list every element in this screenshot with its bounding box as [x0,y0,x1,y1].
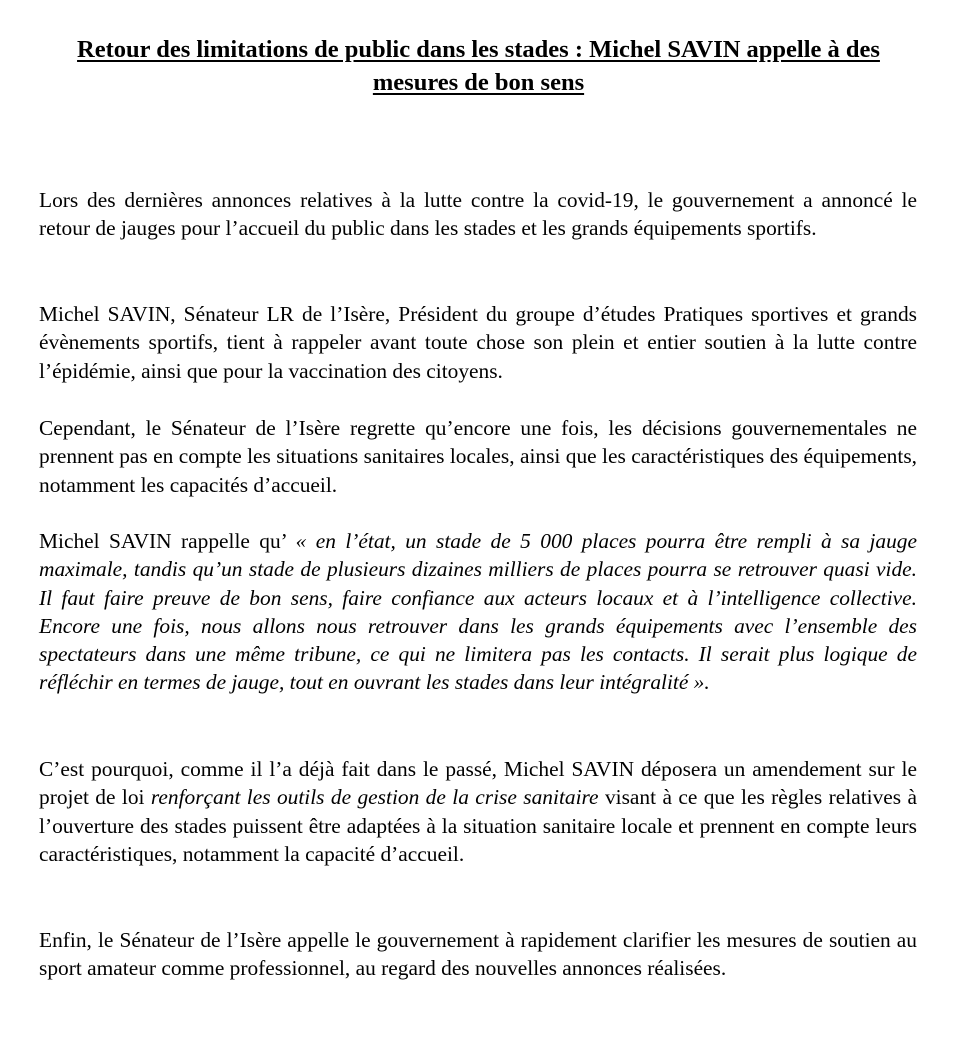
quote-lead-text: Michel SAVIN rappelle qu’ [39,529,287,553]
document-title: Retour des limitations de public dans les stades : Michel SAVIN appelle à des mesures de bon sens [77,36,880,96]
paragraph-amendment [39,755,917,868]
amendment-tail-text: visant à ce que les règles relatives à l’ouverture des stades puissent être adaptées à la situation sanitaire locale et prennent en compte leurs caractéristiques, notamment la capacité d’accueil. [39,785,917,866]
amendment-lead-text: C’est pourquoi, comme il l’a déjà fait dans le passé, Michel SAVIN déposera un amendement sur le projet de loi [39,757,917,810]
paragraph-conclusion: Enfin, le Sénateur de l’Isère appelle le gouvernement à rapidement clarifier les mesures de soutien au sport amateur comme professionnel, au regard des nouvelles annonces réalisées. [39,928,917,981]
paragraph-regret: Cependant, le Sénateur de l’Isère regrette qu’encore une fois, les décisions gouvernementales ne prennent pas en compte les situations sanitaires locales, ainsi que les caractéristiques des équipements, notamment les capacités d’accueil. [39,416,917,497]
paragraph-support: Michel SAVIN, Sénateur LR de l’Isère, Président du groupe d’études Pratiques sportives et grands évènements sportifs, tient à rappeler avant toute chose son plein et entier soutien à la lutte contre l’épidémie, ainsi que pour la vaccination des citoyens. [39,302,917,383]
quote-text: « en l’état, un stade de 5 000 places pourra être rempli à sa jauge maximale, tandis qu’un stade de plusieurs dizaines milliers de places pourra se retrouver quasi vide. Il faut faire preuve de bon sens, faire confiance aux acteurs locaux et à l’intelligence collective. Encore une fois, nous allons nous retrouver dans les grands équipements avec l’ensemble des spectateurs dans une même tribune, ce qui ne limitera pas les contacts. Il serait plus logique de réfléchir en termes de jauge, tout en ouvrant les stades dans leur intégralité ». [39,529,917,695]
bill-title: renforçant les outils de gestion de la crise sanitaire [150,785,599,810]
paragraph-announcement: Lors des dernières annonces relatives à la lutte contre la covid-19, le gouvernement a annoncé le retour de jauges pour l’accueil du public dans les stades et les grands équipements sportifs. [39,188,917,241]
paragraph-quote [39,527,917,697]
